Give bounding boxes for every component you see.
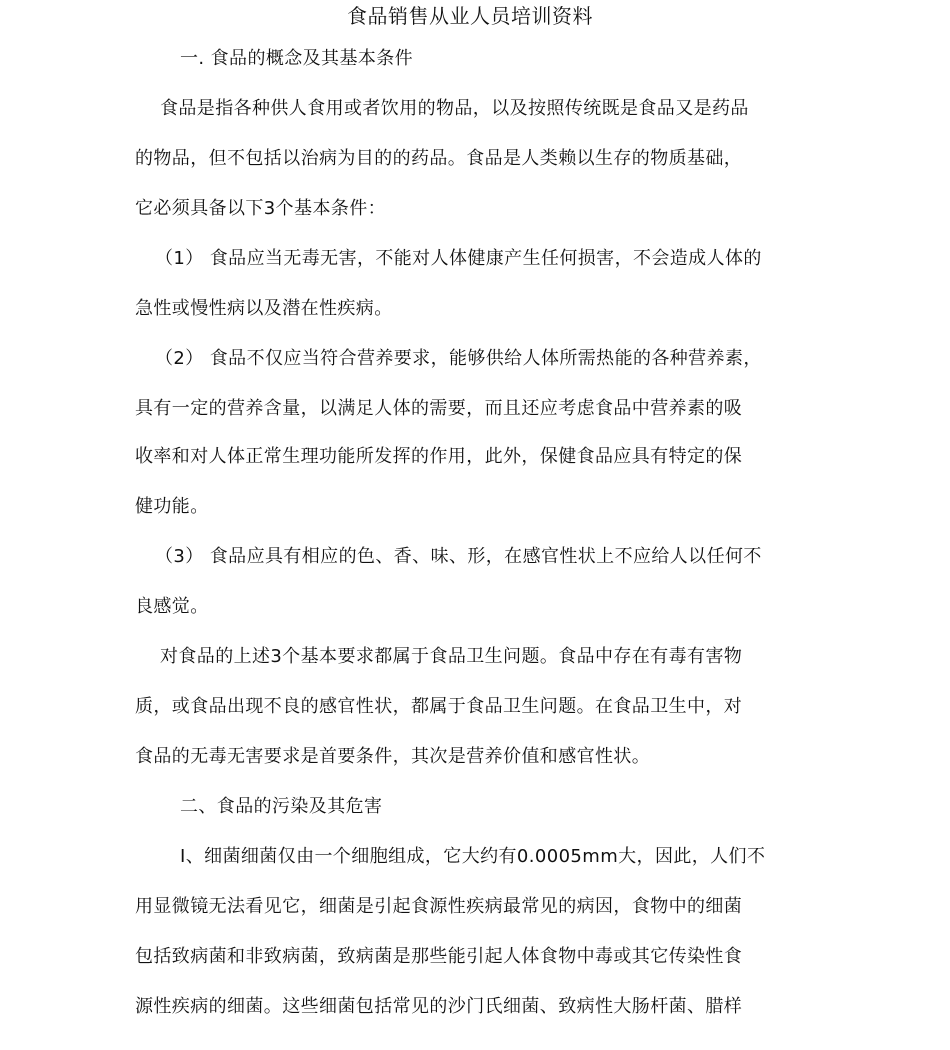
list-item-3: （3） 食品应具有相应的色、香、味、形，在感官性状上不应给人以任何不 [155,546,762,567]
paragraph-line: 良感觉。 [135,596,209,617]
paragraph-line: 的物品，但不包括以治病为目的的药品。食品是人类赖以生存的物质基础， [135,148,743,169]
paragraph-line: 食品的无毒无害要求是首要条件，其次是营养价值和感官性状。 [135,746,651,767]
section-heading-2: 二、食品的污染及其危害 [180,796,383,817]
list-item-2: （2） 食品不仅应当符合营养要求，能够供给人体所需热能的各种营养素， [155,348,762,369]
paragraph-line: 用显微镜无法看见它，细菌是引起食源性疾病最常见的病因，食物中的细菌 [135,896,743,917]
document-title: 食品销售从业人员培训资料 [347,4,593,28]
list-item-1: （1） 食品应当无毒无害，不能对人体健康产生任何损害，不会造成人体的 [155,248,762,269]
section-heading-1: 一. 食品的概念及其基本条件 [180,48,414,69]
paragraph-line: 具有一定的营养含量，以满足人体的需要，而且还应考虑食品中营养素的吸 [135,398,743,419]
paragraph-line: 它必须具备以下3个基本条件： [135,198,387,219]
paragraph-line: I、细菌细菌仅由一个细胞组成，它大约有0.0005mm大，因此，人们不 [180,846,766,867]
paragraph-line: 源性疾病的细菌。这些细菌包括常见的沙门氏细菌、致病性大肠杆菌、腊样 [135,996,743,1017]
paragraph-line: 对食品的上述3个基本要求都属于食品卫生问题。食品中存在有毒有害物 [160,646,743,667]
paragraph-line: 收率和对人体正常生理功能所发挥的作用，此外，保健食品应具有特定的保 [135,446,743,467]
paragraph-line: 包括致病菌和非致病菌，致病菌是那些能引起人体食物中毒或其它传染性食 [135,946,743,967]
paragraph-line: 质，或食品出现不良的感官性状，都属于食品卫生问题。在食品卫生中，对 [135,696,743,717]
paragraph-line: 健功能。 [135,496,209,517]
paragraph-line: 食品是指各种供人食用或者饮用的物品，以及按照传统既是食品又是药品 [160,98,749,119]
paragraph-line: 急性或慢性病以及潜在性疾病。 [135,298,393,319]
